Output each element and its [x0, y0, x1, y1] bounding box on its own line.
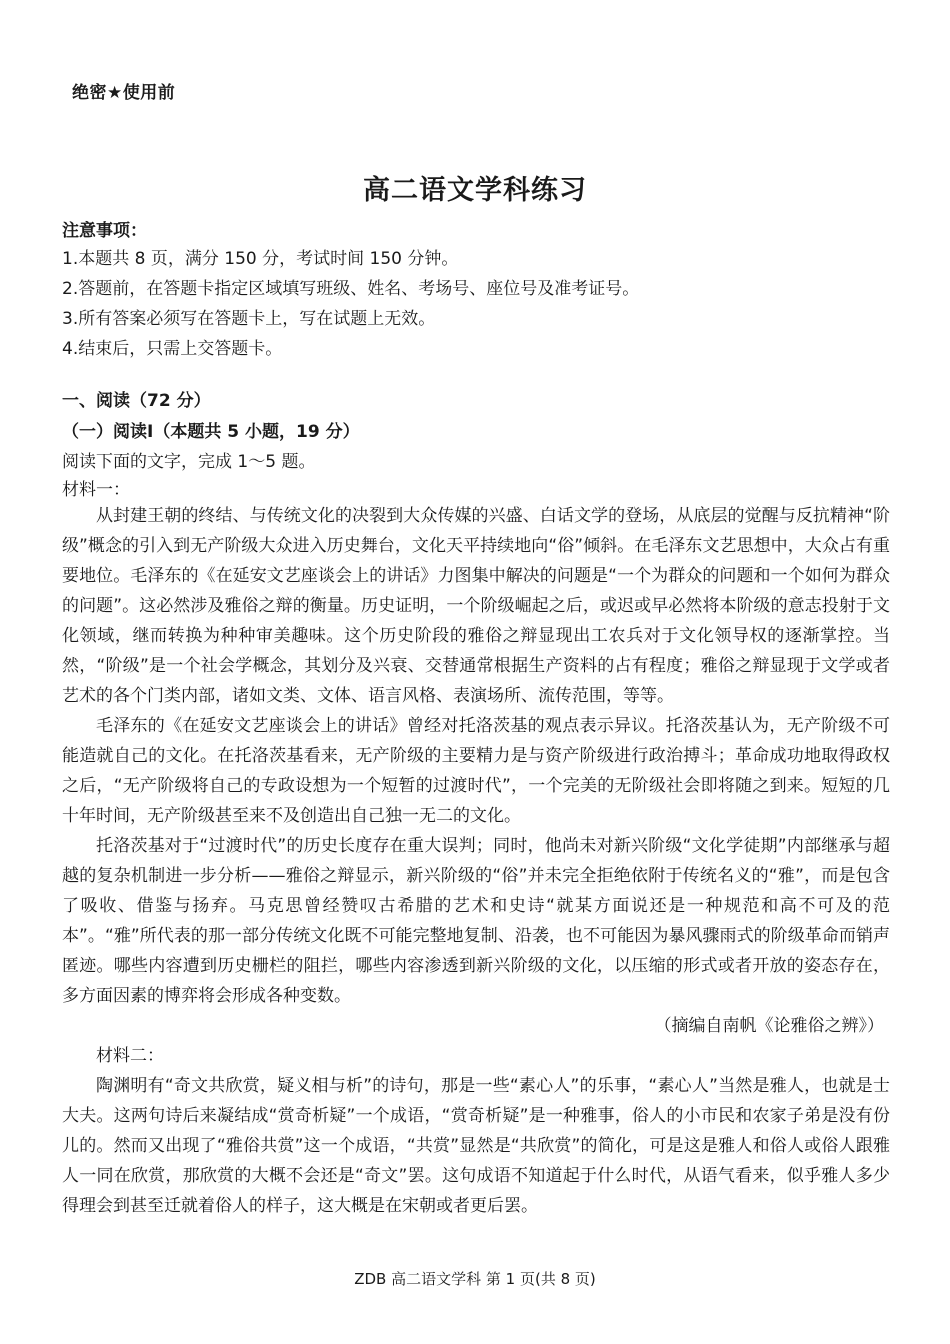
material1-paragraph-1: 从封建王朝的终结、与传统文化的决裂到大众传媒的兴盛、白话文学的登场，从底层的觉醒与反抗精神“阶级”概念的引入到无产阶级大众进入历史舞台，文化天平持续地向“俗”倾斜。在毛泽东文艺思想中，大众占有重要地位。毛泽东的《在延安文艺座谈会上的讲话》力图集中解决的问题是“一个为群众的问题和一个如何为群众的问题”。这必然涉及雅俗之辩的衡量。历史证明，一个阶级崛起之后，或迟或早必然将本阶级的意志投射于文化领域，继而转换为种种审美趣味。这个历史阶段的雅俗之辩显现出工农兵对于文化领导权的逐渐掌控。当然，“阶级”是一个社会学概念，其划分及兴衰、交替通常根据生产资料的占有程度；雅俗之辩显现于文学或者艺术的各个门类内部，诸如文类、文体、语言风格、表演场所、流传范围，等等。 [62, 506, 890, 706]
notes-heading: 注意事项： [62, 221, 147, 241]
material2-label: 材料二： [96, 1046, 164, 1066]
notes-item-3: 3.所有答案必须写在答题卡上，写在试题上无效。 [62, 309, 436, 329]
section-title: 一、阅读（72 分） [62, 391, 211, 411]
material2-paragraph-1: 陶渊明有“奇文共欣赏，疑义相与析”的诗句，那是一些“素心人”的乐事，“素心人”当然是雅人，也就是士大夫。这两句诗后来凝结成“赏奇析疑”一个成语，“赏奇析疑”是一种雅事，俗人的小市民和农家子弟是没有份儿的。然而又出现了“雅俗共赏”这一个成语，“共赏”显然是“共欣赏”的简化，可是这是雅人和俗人或俗人跟雅人一同在欣赏，那欣赏的大概不会还是“奇文”罢。这句成语不知道起于什么时代，从语气看来，似乎雅人多少得理会到甚至迁就着俗人的样子，这大概是在宋朝或者更后罢。 [62, 1076, 890, 1216]
page-title: 高二语文学科练习 [363, 175, 587, 206]
material1-label: 材料一： [62, 480, 130, 500]
notes-item-1: 1.本题共 8 页，满分 150 分，考试时间 150 分钟。 [62, 249, 459, 269]
article-body [62, 501, 890, 1221]
instruction-text: 阅读下面的文字，完成 1～5 题。 [62, 452, 316, 472]
notes-item-4: 4.结束后，只需上交答题卡。 [62, 339, 283, 359]
notes-block [62, 218, 892, 364]
confidential-label: 绝密★使用前 [72, 83, 176, 103]
page-footer: ZDB 高二语文学科 第 1 页(共 8 页) [354, 1270, 596, 1288]
subsection-title: （一）阅读Ⅰ（本题共 5 小题，19 分） [62, 422, 360, 442]
notes-item-2: 2.答题前，在答题卡指定区域填写班级、姓名、考场号、座位号及准考证号。 [62, 279, 640, 299]
material1-paragraph-2: 毛泽东的《在延安文艺座谈会上的讲话》曾经对托洛茨基的观点表示异议。托洛茨基认为，无产阶级不可能造就自己的文化。在托洛茨基看来，无产阶级的主要精力是与资产阶级进行政治搏斗；革命成功地取得政权之后，“无产阶级将自己的专政设想为一个短暂的过渡时代”，一个完美的无阶级社会即将随之到来。短短的几十年时间，无产阶级甚至来不及创造出自己独一无二的文化。 [62, 716, 890, 826]
material1-source: （摘编自南帆《论雅俗之辨》） [654, 1016, 884, 1036]
material1-paragraph-3: 托洛茨基对于“过渡时代”的历史长度存在重大误判；同时，他尚未对新兴阶级“文化学徒期”内部继承与超越的复杂机制进一步分析——雅俗之辩显示，新兴阶级的“俗”并未完全拒绝依附于传统名义的“雅”，而是包含了吸收、借鉴与扬弃。马克思曾经赞叹古希腊的艺术和史诗“就某方面说还是一种规范和高不可及的范本”。“雅”所代表的那一部分传统文化既不可能完整地复制、沿袭，也不可能因为暴风骤雨式的阶级革命而销声匿迹。哪些内容遭到历史栅栏的阻拦，哪些内容渗透到新兴阶级的文化，以压缩的形式或者开放的姿态存在，多方面因素的博弈将会形成各种变数。 [62, 836, 890, 1006]
section-reading [62, 388, 892, 504]
